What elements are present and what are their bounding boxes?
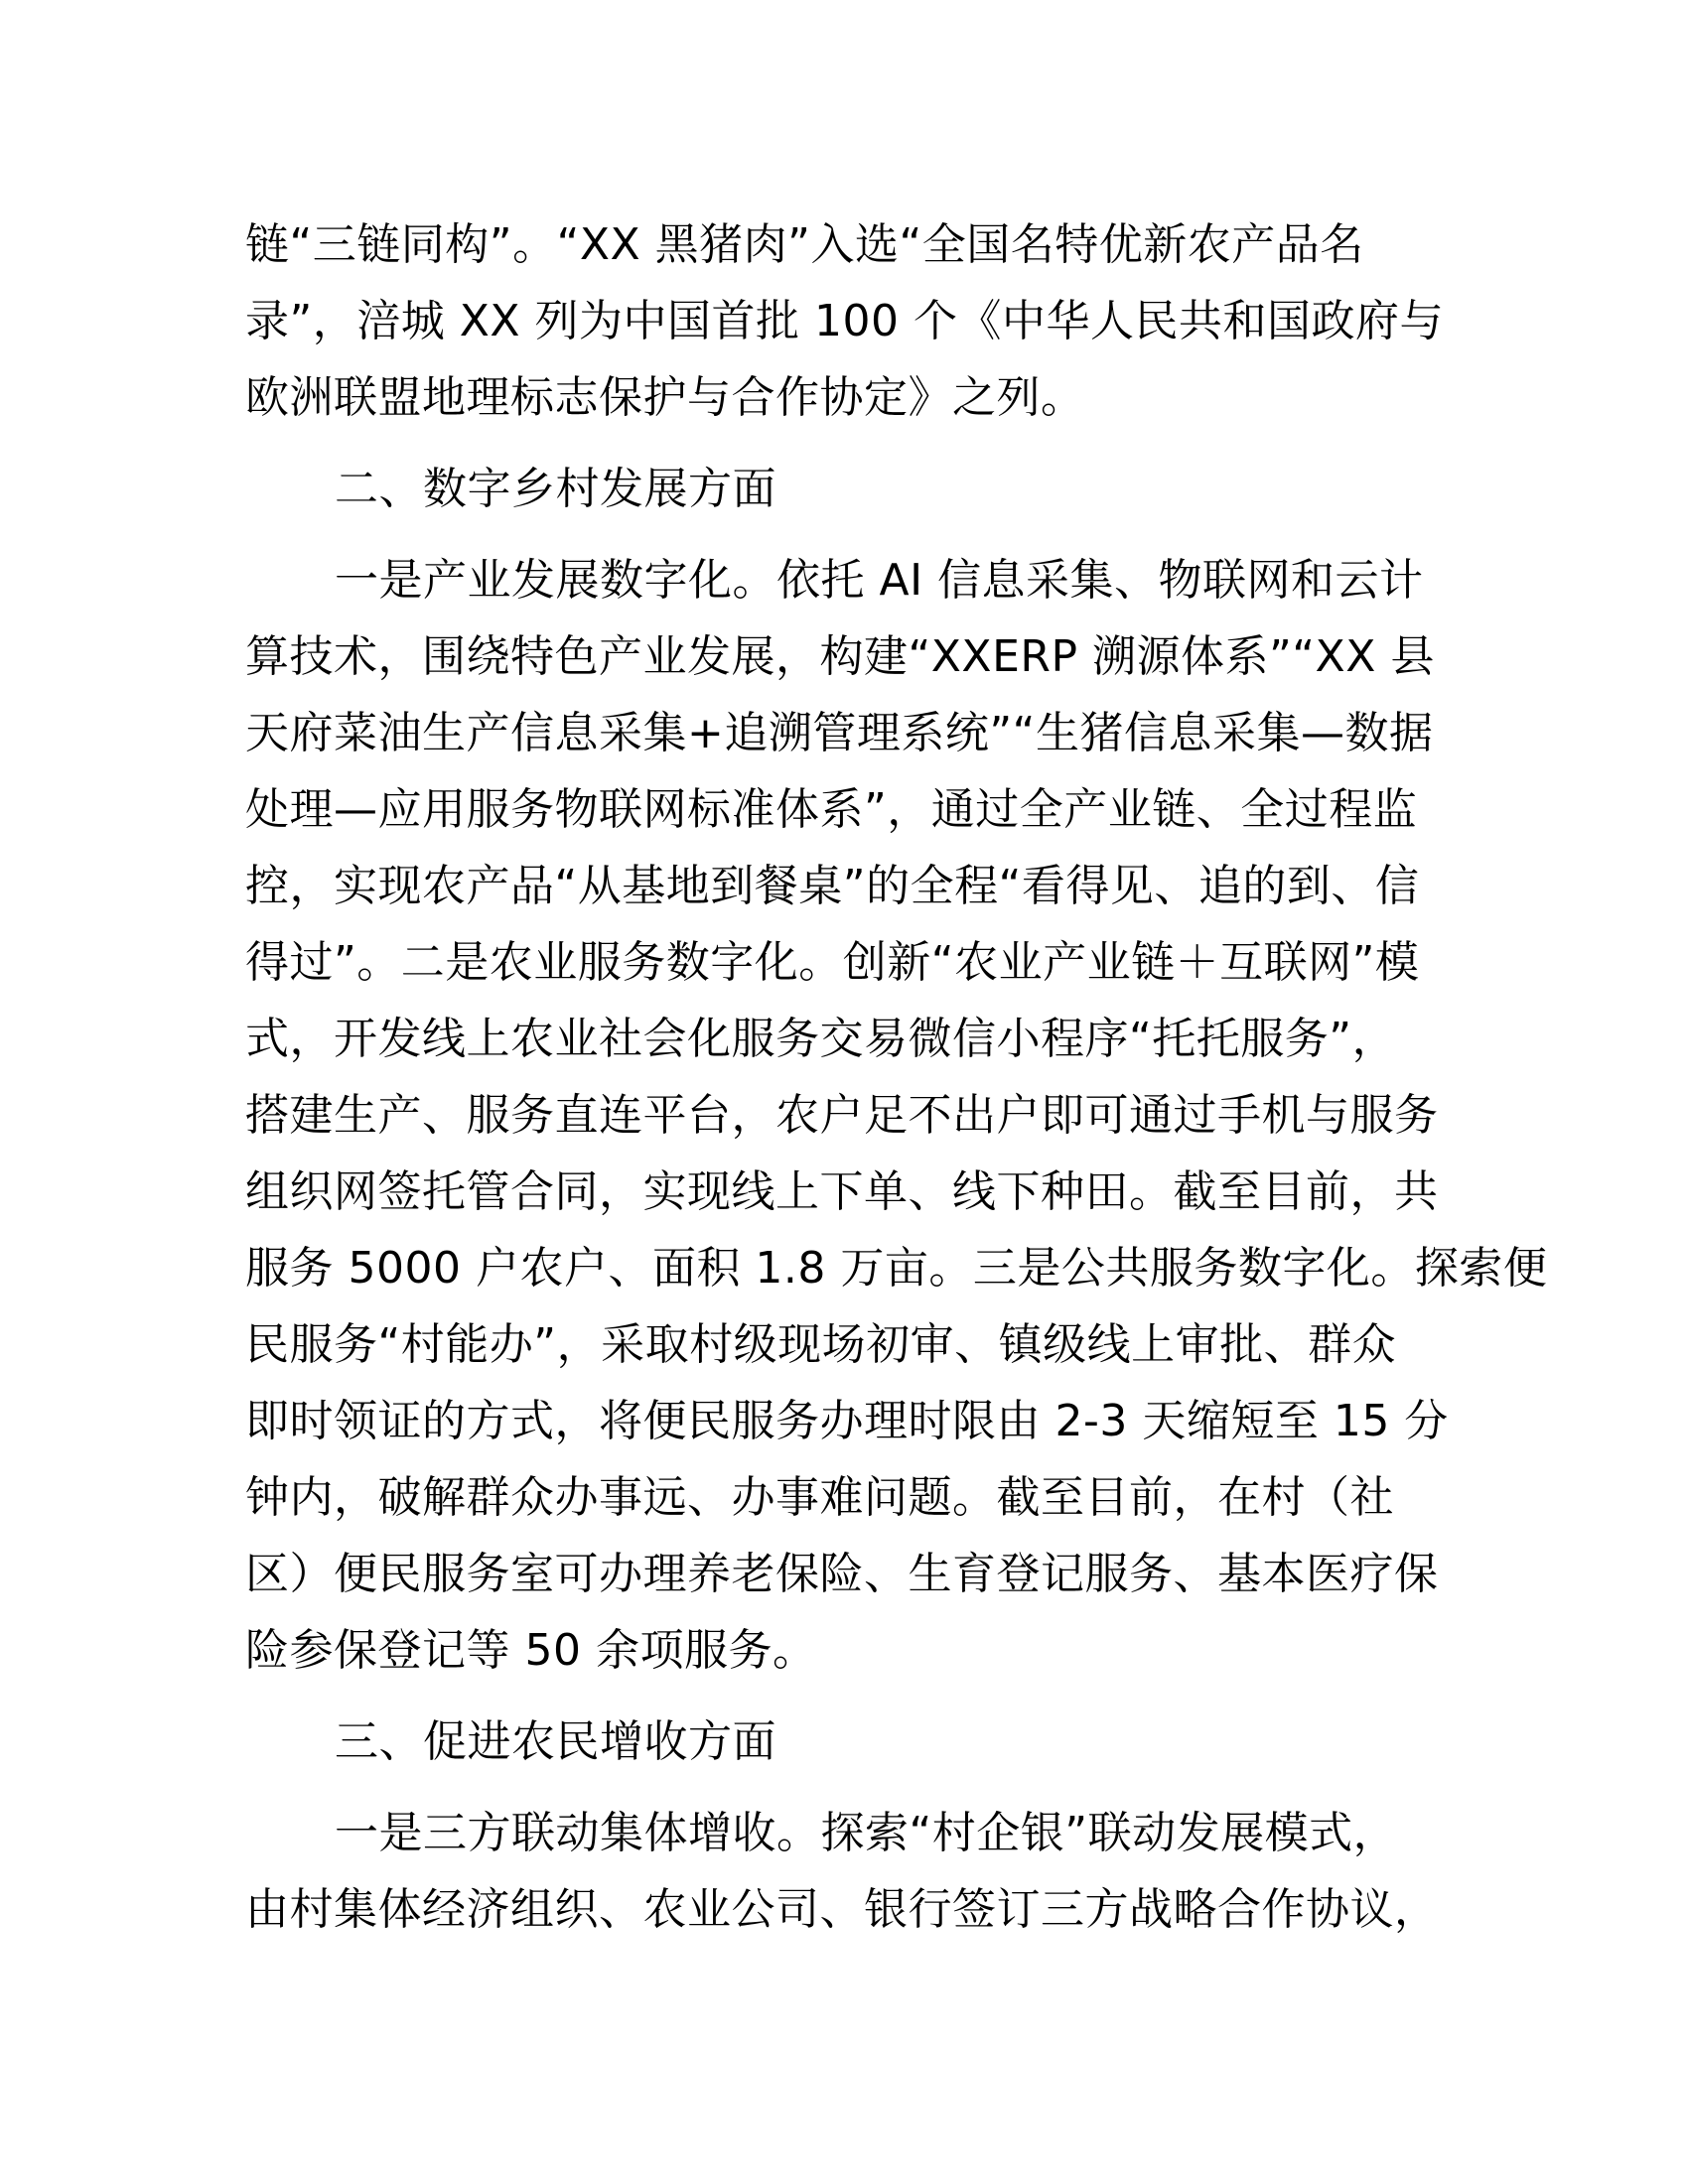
text-line: 服务 5000 户农户、面积 1.8 万亩。三是公共服务数字化。探索便 [245,1243,1548,1294]
text-line: 得过”。二是农业服务数字化。创新“农业产业链＋互联网”模 [245,937,1420,988]
text-line: 二、数字乡村发展方面 [335,464,776,514]
paragraph [245,1795,1536,1948]
text-line: 录”，涪城 XX 列为中国首批 100 个《中华人民共和国政府与 [245,296,1445,346]
text-line: 即时领证的方式，将便民服务办理时限由 2-3 天缩短至 15 分 [245,1396,1449,1446]
text-line: 处理—应用服务物联网标准体系”，通过全产业链、全过程监 [245,784,1418,835]
paragraph [245,206,1536,436]
text-line: 组织网签托管合同，实现线上下单、线下种田。截至目前，共 [245,1166,1439,1217]
text-line: 民服务“村能办”，采取村级现场初审、镇级线上审批、群众 [245,1319,1397,1370]
text-line: 一是三方联动集体增收。探索“村企银”联动发展模式， [335,1808,1398,1858]
text-line: 三、促进农民增收方面 [335,1716,776,1767]
text-line: 欧洲联盟地理标志保护与合作协定》之列。 [245,372,1085,423]
text-line: 天府菜油生产信息采集+追溯管理系统”“生猪信息采集—数据 [245,708,1434,758]
text-line: 区）便民服务室可办理养老保险、生育登记服务、基本医疗保 [245,1549,1439,1599]
section-heading [245,1704,1536,1780]
text-line: 钟内，破解群众办事远、办事难问题。截至目前，在村（社 [245,1472,1394,1523]
text-line: 搭建生产、服务直连平台，农户足不出户即可通过手机与服务 [245,1090,1439,1141]
section-heading [245,451,1536,527]
document-body [245,206,1548,1948]
text-line: 险参保登记等 50 余项服务。 [245,1625,817,1676]
text-line: 算技术，围绕特色产业发展，构建“XXERP 溯源体系”“XX 县 [245,631,1435,682]
text-line: 链“三链同构”。“XX 黑猪肉”入选“全国名特优新农产品名 [245,219,1364,270]
text-line: 控，实现农产品“从基地到餐桌”的全程“看得见、追的到、信 [245,861,1420,911]
text-line: 一是产业发展数字化。依托 AI 信息采集、物联网和云计 [335,555,1424,606]
text-line: 由村集体经济组织、农业公司、银行签订三方战略合作协议， [245,1884,1439,1935]
paragraph [245,542,1548,1689]
text-line: 式，开发线上农业社会化服务交易微信小程序“托托服务”， [245,1014,1397,1064]
